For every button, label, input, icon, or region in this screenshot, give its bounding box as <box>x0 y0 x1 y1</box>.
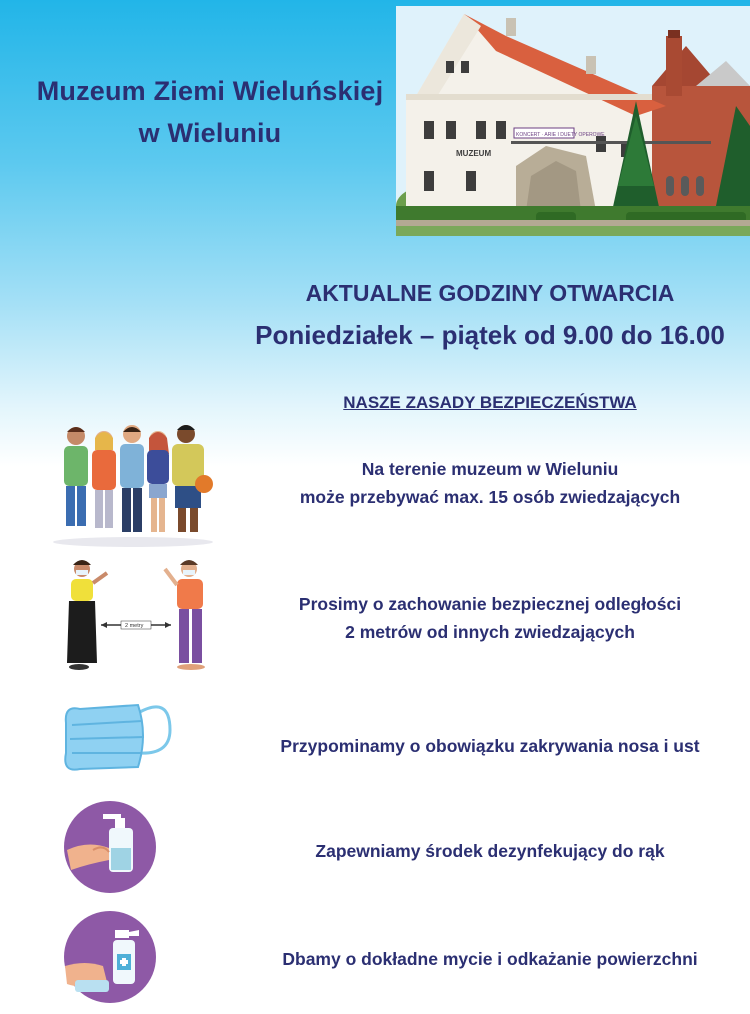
opening-hours-line: Poniedziałek – piątek od 9.00 do 16.00 <box>255 320 725 350</box>
opening-hours-heading: AKTUALNE GODZINY OTWARCIA <box>305 280 675 306</box>
rule-1-line2: może przebywać max. 15 osób zwiedzających <box>299 487 681 507</box>
rule-sanitizer <box>240 837 740 865</box>
rule-mask <box>240 732 740 760</box>
rule-4-line1: Zapewniamy środek dezynfekujący do rąk <box>315 841 665 861</box>
group-of-people-icon <box>48 420 218 548</box>
face-mask-icon <box>60 695 175 780</box>
rule-2-line1: Prosimy o zachowanie bezpiecznej odległości <box>298 594 682 614</box>
rule-5-line1: Dbamy o dokładne mycie i odkażanie powierzchni <box>282 949 698 969</box>
hand-sanitizer-icon <box>63 800 157 894</box>
museum-title-line2: w Wieluniu <box>138 118 282 148</box>
social-distance-icon <box>55 555 220 680</box>
museum-title <box>20 70 400 154</box>
museum-building-photo <box>396 6 750 236</box>
rule-2-line2: 2 metrów od innych zwiedzających <box>345 622 635 642</box>
concert-banner: KONCERT · ARIE I DUETY OPEROWE <box>516 132 605 138</box>
museum-title-line1: Muzeum Ziemi Wieluńskiej <box>36 76 384 106</box>
rule-3-line1: Przypominamy o obowiązku zakrywania nosa i ust <box>280 736 700 756</box>
rule-distance <box>240 590 740 646</box>
safety-rules-heading: NASZE ZASADY BEZPIECZEŃSTWA <box>343 393 637 412</box>
rule-cleaning <box>240 945 740 973</box>
museum-sign: MUZEUM <box>456 149 492 158</box>
rule-max-visitors <box>240 455 740 511</box>
spray-cleaning-icon <box>63 910 157 1004</box>
distance-label: 2 metry <box>125 623 144 629</box>
rule-1-line1: Na terenie muzeum w Wieluniu <box>361 459 619 479</box>
